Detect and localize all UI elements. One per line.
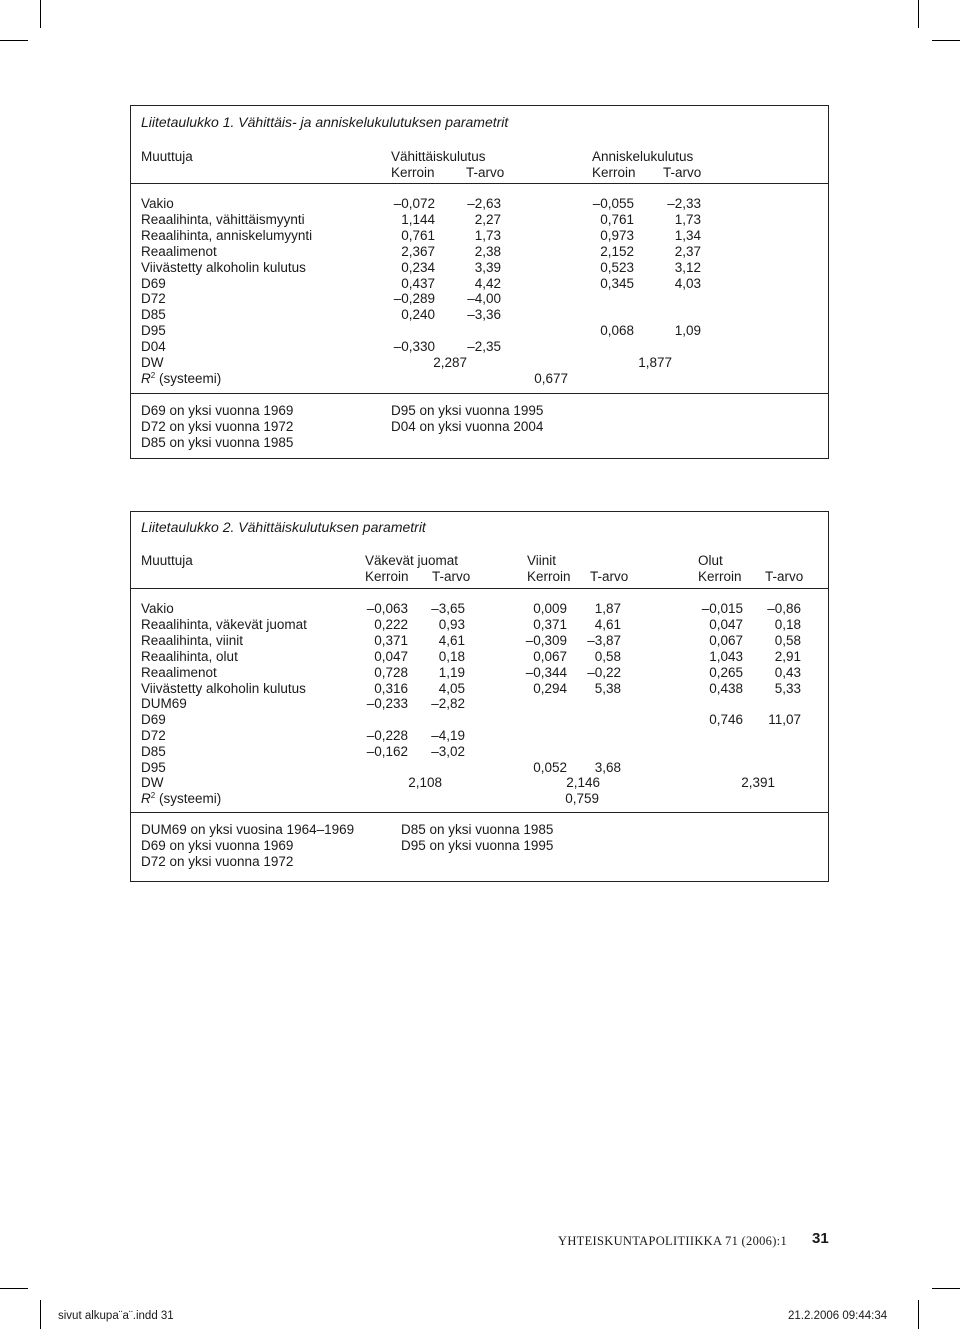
table1-row-cell: 0,234	[401, 259, 435, 275]
table1-notes-rule	[130, 393, 829, 394]
journal-name: YHTEISKUNTAPOLITIIKKA 71 (2006):1	[558, 1234, 788, 1248]
table1-row-cell: 0,437	[401, 275, 435, 291]
table1-dw-value: 2,287	[433, 355, 467, 370]
table2-row-cell: –0,162	[366, 744, 408, 760]
table1-row-label: Viivästetty alkoholin kulutus	[141, 259, 306, 275]
table2-row-cell: –3,87	[587, 632, 621, 648]
table2-row-cell: 0,438	[709, 680, 743, 696]
table1-row-cell: –0,055	[592, 196, 634, 211]
table1-row-cell: –3,36	[467, 307, 501, 323]
table2-dw-value: 2,108	[408, 775, 442, 790]
table2-note: D69 on yksi vuonna 1969	[141, 838, 294, 853]
table2-row-cell: –2,82	[431, 696, 465, 712]
table2-dw-label: DW	[141, 775, 164, 790]
table1-header-rule	[130, 183, 829, 184]
crop-mark	[40, 0, 41, 28]
table1-row-cell: –2,63	[467, 196, 501, 211]
table2-row-cell: 0,18	[438, 648, 465, 664]
table1-group-header: Anniskelukulutus	[592, 149, 694, 164]
table2-note: D95 on yksi vuonna 1995	[401, 838, 554, 853]
table2-note: D85 on yksi vuonna 1985	[401, 822, 554, 837]
table1-row-cell: 0,068	[600, 323, 634, 339]
table1-row-cell: 4,42	[474, 275, 501, 291]
table2-row-label: D85	[141, 744, 166, 760]
table1-row-cell: 0,345	[600, 275, 634, 291]
table1-note: D69 on yksi vuonna 1969	[141, 403, 294, 418]
table2-subheader: Kerroin	[698, 569, 742, 584]
table2-subheader: Kerroin	[365, 569, 409, 584]
table1-row-cell: –0,330	[393, 339, 435, 355]
table1-row-cell: 1,09	[674, 323, 701, 339]
table2-row-cell: 0,93	[438, 616, 465, 632]
table2-row-cell: 1,19	[438, 664, 465, 680]
crop-mark	[932, 40, 960, 41]
table1-row-label: Reaalihinta, vähittäismyynti	[141, 211, 305, 227]
table1-row-label: D85	[141, 307, 166, 323]
table1-row-cell: 2,37	[674, 243, 701, 259]
slug-timestamp: 21.2.2006 09:44:34	[788, 1310, 888, 1322]
table2-row-cell: –3,02	[431, 744, 465, 760]
table2-row-cell: –3,65	[431, 601, 465, 616]
page-number: 31	[812, 1230, 829, 1247]
table2-subheader: T-arvo	[590, 569, 629, 584]
table2-row-cell: –0,86	[767, 601, 801, 616]
table2-row-cell: 0,265	[709, 664, 743, 680]
table2-row-label: DUM69	[141, 696, 187, 712]
table1-header-muuttuja: Muuttuja	[141, 149, 193, 164]
table2-title: Liitetaulukko 2. Vähittäiskulutuksen parametrit	[141, 519, 426, 535]
table1-subheader: Kerroin	[592, 165, 636, 180]
table2-row-label: Vakio	[141, 601, 174, 616]
table2-group-header: Olut	[698, 553, 723, 568]
table1-row-cell: –2,35	[467, 339, 501, 355]
table1-row-cell: 2,27	[474, 211, 501, 227]
table2-row-cell: 0,316	[374, 680, 408, 696]
table1-title: Liitetaulukko 1. Vähittäis- ja anniskelukulutuksen parametrit	[141, 114, 509, 130]
table2-r2-label: $R^2$ (systeemi)	[141, 791, 222, 806]
table2-header-muuttuja: Muuttuja	[141, 553, 193, 568]
table2-row-cell: 5,38	[594, 680, 621, 696]
table2-group-header: Viinit	[527, 553, 557, 568]
table1-note: D72 on yksi vuonna 1972	[141, 419, 294, 434]
table2-row-cell: 0,58	[594, 648, 621, 664]
table1-dw-label: DW	[141, 355, 164, 370]
table2-row-label: D69	[141, 712, 166, 728]
table2-row-cell: 0,746	[709, 712, 743, 728]
table1-row-cell: 0,761	[401, 227, 435, 243]
table2-row-cell: –0,015	[701, 601, 743, 616]
crop-mark	[0, 40, 28, 41]
table1-row-cell: 0,523	[600, 259, 634, 275]
table1-row-cell: –2,33	[667, 196, 701, 211]
table1-row-label: D95	[141, 323, 166, 339]
table2-row-cell: –0,233	[366, 696, 408, 712]
table1-row-cell: –0,072	[393, 196, 435, 211]
table1-row-cell: 3,39	[474, 259, 501, 275]
table2-row-cell: 0,728	[374, 664, 408, 680]
table2-note: DUM69 on yksi vuosina 1964–1969	[141, 822, 355, 837]
table2-row-cell: 1,043	[709, 648, 743, 664]
table1-subheader: Kerroin	[391, 165, 435, 180]
table2-row-cell: 0,43	[774, 664, 801, 680]
table2-row-label: Reaalihinta, viinit	[141, 632, 244, 648]
table1-row-cell: 0,240	[401, 307, 435, 323]
table1-row-cell: 3,12	[674, 259, 701, 275]
table1-note: D04 on yksi vuonna 2004	[391, 419, 544, 434]
slug-divider	[40, 1300, 41, 1329]
crop-mark	[932, 1288, 960, 1289]
table1-row-cell: 1,34	[674, 227, 701, 243]
table2-row-cell: –0,228	[366, 728, 408, 744]
table2-row-cell: –0,309	[525, 632, 567, 648]
table2-row-cell: 5,33	[774, 680, 801, 696]
table2-note: D72 on yksi vuonna 1972	[141, 854, 294, 869]
table1-r2-label: $R^2$ (systeemi)	[141, 371, 222, 386]
table1-row-cell: 4,03	[674, 275, 701, 291]
table2-subheader: T-arvo	[432, 569, 471, 584]
table2-dw-value: 2,146	[566, 775, 600, 790]
table1-row-label: D72	[141, 291, 166, 307]
table2-row-label: Reaalimenot	[141, 664, 217, 680]
table1-row-cell: 1,144	[401, 211, 435, 227]
table1-row-label: Vakio	[141, 196, 174, 211]
table1-note: D95 on yksi vuonna 1995	[391, 403, 544, 418]
table1-dw-value: 1,877	[638, 355, 672, 370]
table2-row-cell: –0,344	[525, 664, 567, 680]
table2-row-cell: 11,07	[768, 712, 801, 728]
table2-subheader: Kerroin	[527, 569, 571, 584]
table1-row-label: D69	[141, 275, 166, 291]
table2-row-label: Reaalihinta, väkevät juomat	[141, 616, 307, 632]
table1-note: D85 on yksi vuonna 1985	[141, 435, 294, 450]
table1-r2-value: 0,677	[534, 371, 568, 386]
table2-row-cell: –4,19	[431, 728, 465, 744]
table2-row-cell: 4,61	[594, 616, 621, 632]
table2-row-cell: 0,371	[533, 616, 567, 632]
table1-row-label: D04	[141, 339, 166, 355]
table1-row-cell: 0,973	[600, 227, 634, 243]
table2-dw-value: 2,391	[741, 775, 775, 790]
table2-row-cell: 1,87	[594, 601, 621, 616]
table2-row-cell: –0,063	[366, 601, 408, 616]
table2-row-cell: –0,22	[587, 664, 621, 680]
table2-row-cell: 0,047	[709, 616, 743, 632]
crop-mark	[918, 1300, 919, 1329]
table2-row-cell: 4,61	[438, 632, 465, 648]
table1-row-cell: –0,289	[393, 291, 435, 307]
table2-row-label: D95	[141, 760, 166, 775]
table2-row-label: D72	[141, 728, 166, 744]
table2-row-cell: 0,067	[533, 648, 567, 664]
table1-row-cell: –4,00	[467, 291, 501, 307]
table1-row-label: Reaalimenot	[141, 243, 217, 259]
table2-row-cell: 2,91	[774, 648, 801, 664]
table2-row-cell: 0,294	[533, 680, 567, 696]
table2-row-cell: 3,68	[594, 760, 621, 775]
table1-row-cell: 1,73	[474, 227, 501, 243]
table2-row-cell: 0,047	[374, 648, 408, 664]
slug-filename: sivut alkupa¨a¨.indd 31	[58, 1310, 174, 1322]
table2-row-label: Viivästetty alkoholin kulutus	[141, 680, 306, 696]
table1-row-cell: 2,152	[600, 243, 634, 259]
crop-mark	[0, 1288, 28, 1289]
table2-header-rule	[130, 588, 829, 589]
table2-r2-value: 0,759	[565, 791, 599, 806]
table1-subheader: T-arvo	[663, 165, 702, 180]
table2-row-cell: 0,067	[709, 632, 743, 648]
table2-notes-rule	[130, 812, 829, 813]
table1-group-header: Vähittäiskulutus	[391, 149, 486, 164]
table1-row-label: Reaalihinta, anniskelumyynti	[141, 227, 313, 243]
table1-subheader: T-arvo	[466, 165, 505, 180]
table2-row-cell: 0,009	[533, 601, 567, 616]
table2-row-cell: 0,222	[374, 616, 408, 632]
table2-row-cell: 0,052	[533, 760, 567, 775]
table1-row-cell: 0,761	[600, 211, 634, 227]
table1-row-cell: 1,73	[674, 211, 701, 227]
table2-group-header: Väkevät juomat	[365, 553, 459, 568]
table2-row-cell: 4,05	[438, 680, 465, 696]
table2-row-label: Reaalihinta, olut	[141, 648, 238, 664]
table2-row-cell: 0,58	[774, 632, 801, 648]
table2-subheader: T-arvo	[765, 569, 804, 584]
table1-row-cell: 2,367	[401, 243, 435, 259]
table1-row-cell: 2,38	[474, 243, 501, 259]
crop-mark	[918, 0, 919, 28]
table2-row-cell: 0,371	[374, 632, 408, 648]
table2-row-cell: 0,18	[774, 616, 801, 632]
